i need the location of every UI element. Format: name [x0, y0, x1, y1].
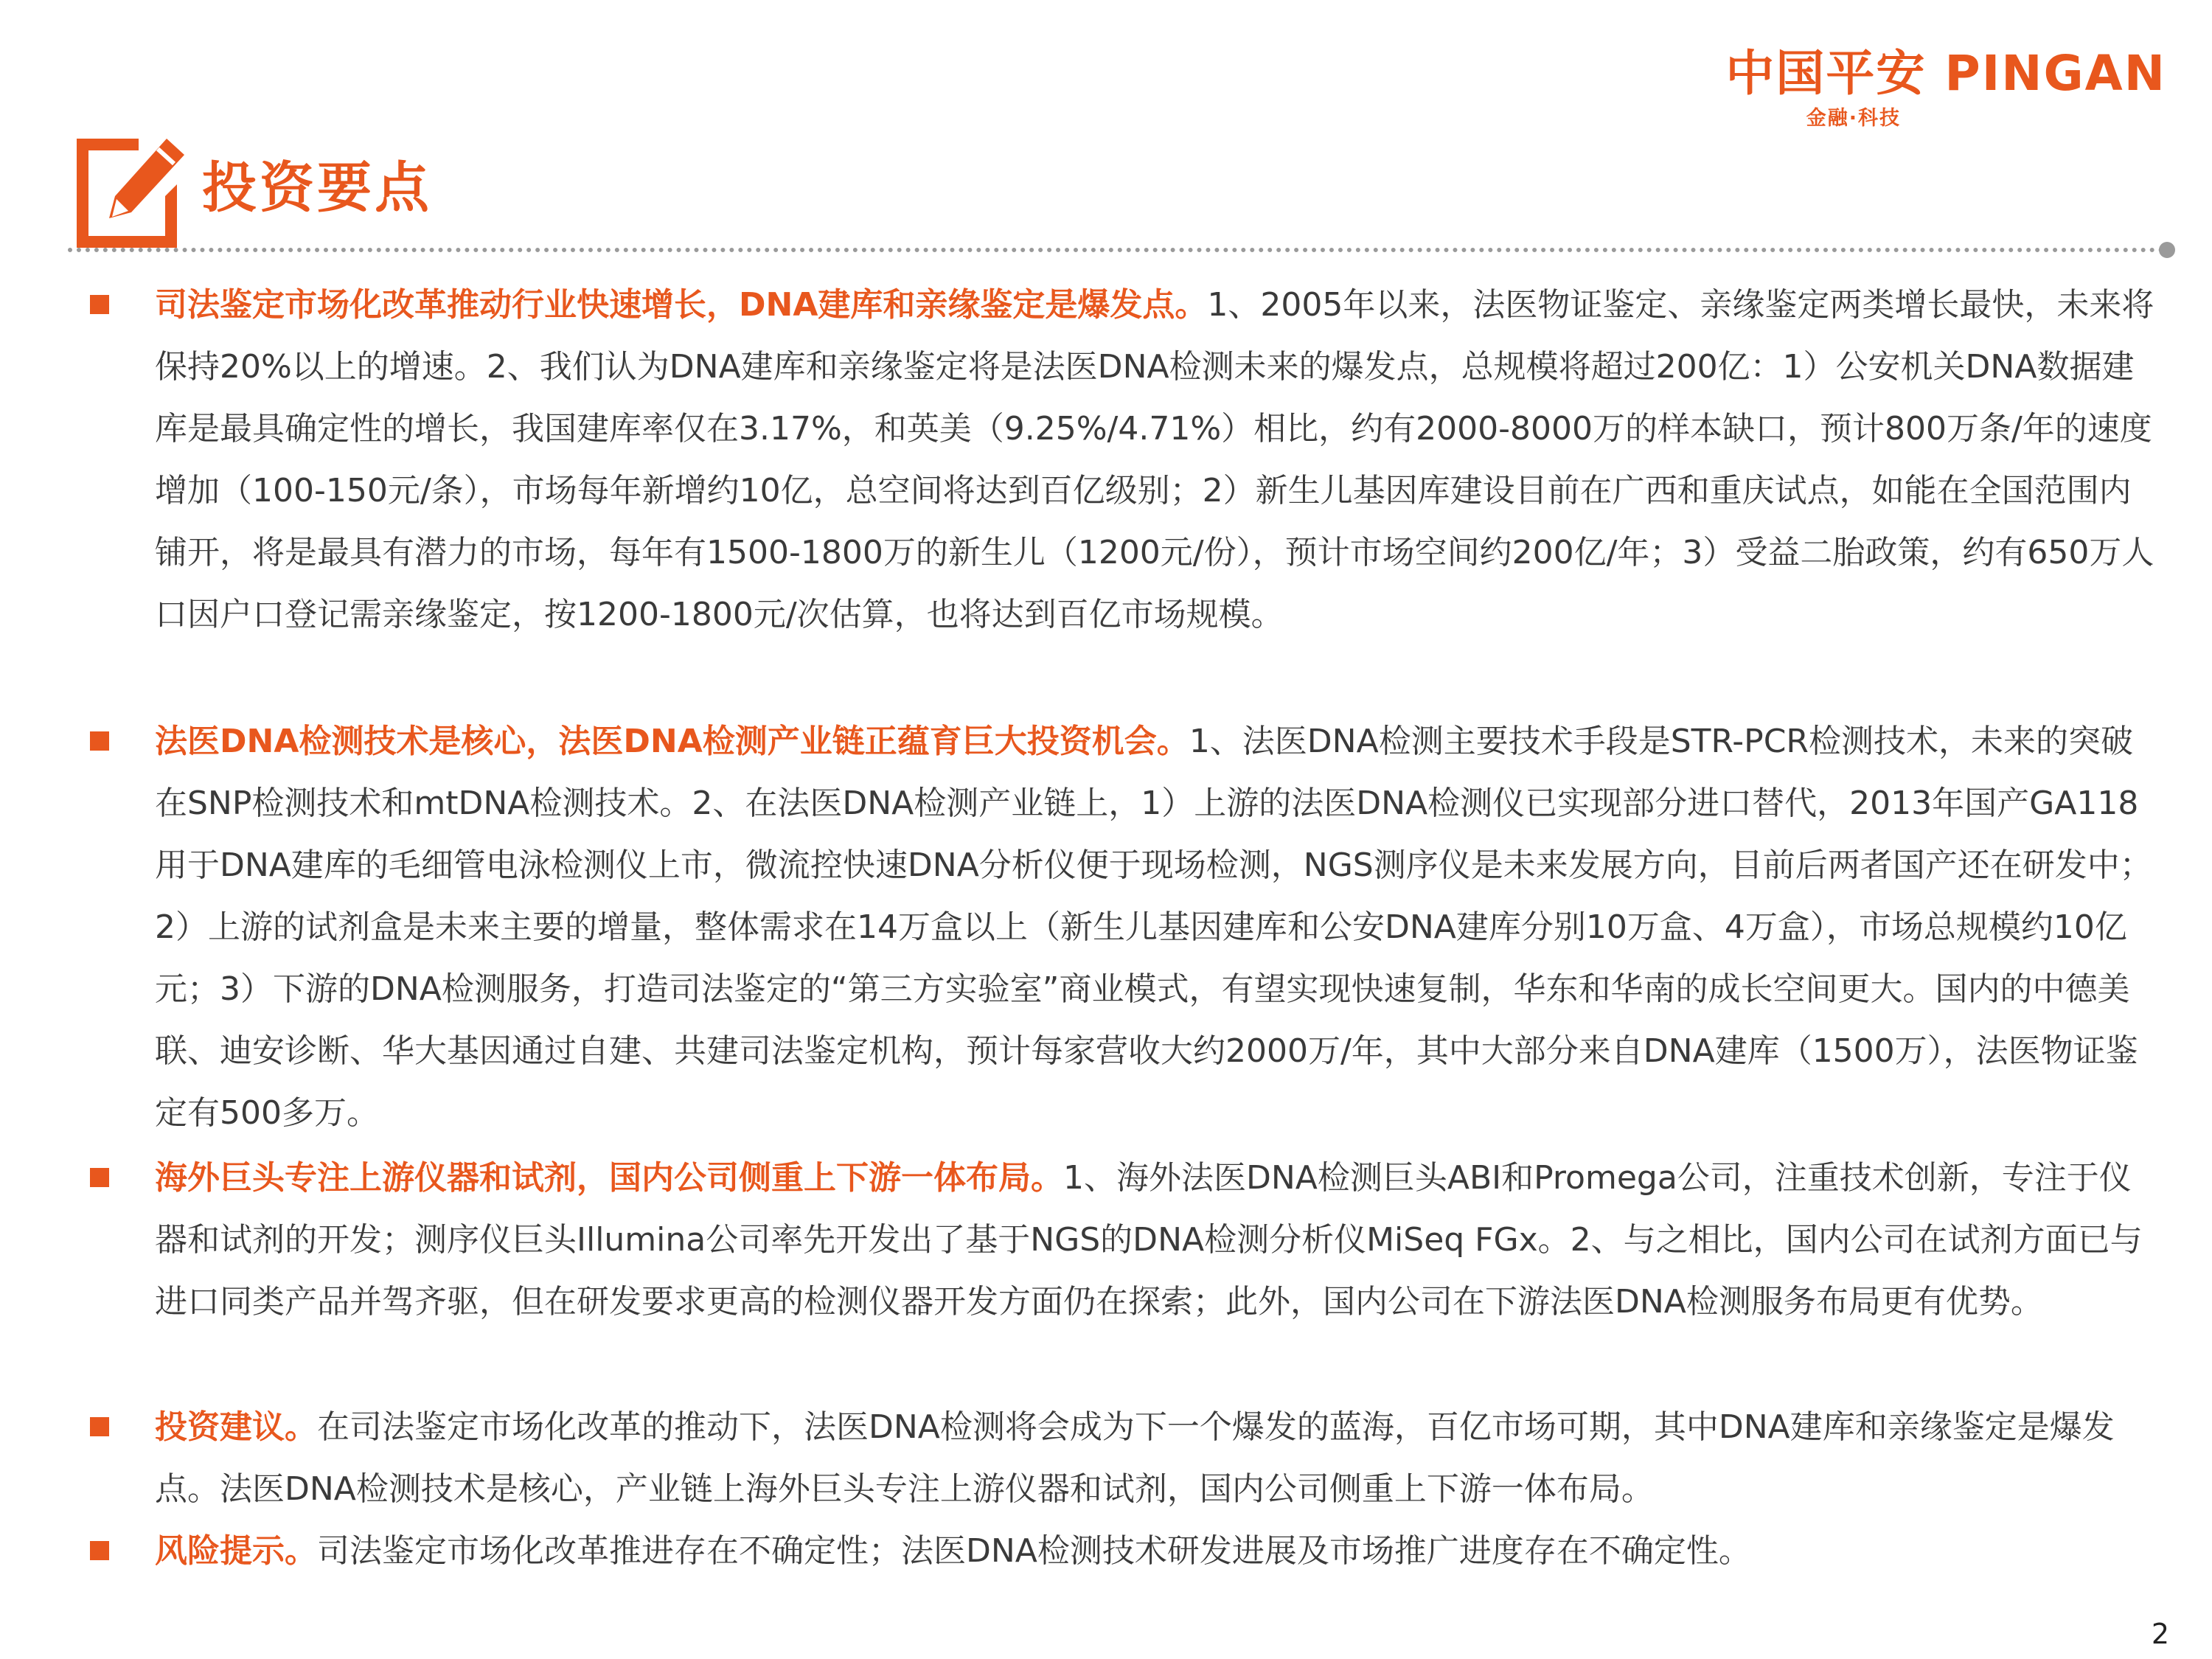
- point-lead: 司法鉴定市场化改革推动行业快速增长，DNA建库和亲缘鉴定是爆发点。: [155, 286, 1208, 324]
- point-lead: 法医DNA检测技术是核心，法医DNA检测产业链正蕴育巨大投资机会。: [155, 723, 1189, 760]
- point-paragraph: [155, 274, 2160, 646]
- point-paragraph: [155, 1397, 2160, 1520]
- point-body: 司法鉴定市场化改革推进存在不确定性；法医DNA检测技术研发进展及市场推广进度存在不确定性。: [317, 1532, 1751, 1570]
- point-body: 1、2005年以来，法医物证鉴定、亲缘鉴定两类增长最快，未来将保持20%以上的增速。2、我们认为DNA建库和亲缘鉴定将是法医DNA检测未来的爆发点，总规模将超过200亿：1）公安机关DNA数据建库是最具确定性的增长，我国建库率仅在3.17%，和英美（9.25%/4.71%）相比，约有2000-8000万的样本缺口，预计800万条/年的速度增加（100-150元/条），市场每年新增约10亿，总空间将达到百亿级别；2）新生儿基因库建设目前在广西和重庆试点，如能在全国范围内铺开，将是最具有潜力的市场，每年有1500-1800万的新生儿（1200元/份），预计市场空间约200亿/年；3）受益二胎政策，约有650万人口因户口登记需亲缘鉴定，按1200-1800元/次估算，也将达到百亿市场规模。: [155, 286, 2154, 633]
- point-lead: 海外巨头专注上游仪器和试剂，国内公司侧重上下游一体布局。: [155, 1159, 1063, 1197]
- point-paragraph: [155, 711, 2160, 1144]
- point-lead: 风险提示。: [155, 1532, 317, 1570]
- page-number: 2: [2151, 1618, 2169, 1650]
- point-body: 1、海外法医DNA检测巨头ABI和Promega公司，注重技术创新，专注于仪器和试剂的开发；测序仪巨头Illumina公司率先开发出了基于NGS的DNA检测分析仪MiSeq FGx。2、与之相比，国内公司在试剂方面已与进口同类产品并驾齐驱，但在研发要求更高的检测仪器开发方面仍在探索；此外，国内公司在下游法医DNA检测服务布局更有优势。: [155, 1159, 2143, 1321]
- bullet-square: [90, 731, 109, 751]
- bullet-square: [90, 1417, 109, 1436]
- bullet-square: [90, 1168, 109, 1187]
- point-paragraph: [155, 1520, 2160, 1582]
- point-lead: 投资建议。: [155, 1408, 317, 1446]
- logo-sub-text: 金融·科技: [1806, 107, 1901, 130]
- divider-end-dot: [2159, 242, 2175, 258]
- pingan-logo: [1694, 28, 2166, 130]
- point-body: 1、法医DNA检测主要技术手段是STR-PCR检测技术，未来的突破在SNP检测技术和mtDNA检测技术。2、在法医DNA检测产业链上，1）上游的法医DNA检测仪已实现部分进口替代，2013年国产GA118用于DNA建库的毛细管电泳检测仪上市，微流控快速DNA分析仪便于现场检测，NGS测序仪是未来发展方向，目前后两者国产还在研发中；2）上游的试剂盒是未来主要的增量，整体需求在14万盒以上（新生儿基因建库和公安DNA建库分别10万盒、4万盒），市场总规模约10亿元；3）下游的DNA检测服务，打造司法鉴定的“第三方实验室”商业模式，有望实现快速复制，华东和华南的成长空间更大。国内的中德美联、迪安诊断、华大基因通过自建、共建司法鉴定机构，预计每家营收大约2000万/年，其中大部分来自DNA建库（1500万），法医物证鉴定有500多万。: [155, 723, 2152, 1132]
- point-body: 在司法鉴定市场化改革的推动下，法医DNA检测将会成为下一个爆发的蓝海，百亿市场可期，其中DNA建库和亲缘鉴定是爆发点。法医DNA检测技术是核心，产业链上海外巨头专注上游仪器和试剂，国内公司侧重上下游一体布局。: [155, 1408, 2115, 1508]
- page-title: 投资要点: [202, 156, 432, 220]
- logo-main-text: 中国平安 PINGAN: [1725, 45, 2166, 102]
- bullet-square: [90, 1541, 109, 1560]
- edit-pencil-icon: [71, 125, 189, 251]
- divider-line: [68, 248, 2165, 252]
- bullet-square: [90, 295, 109, 314]
- point-paragraph: [155, 1147, 2160, 1333]
